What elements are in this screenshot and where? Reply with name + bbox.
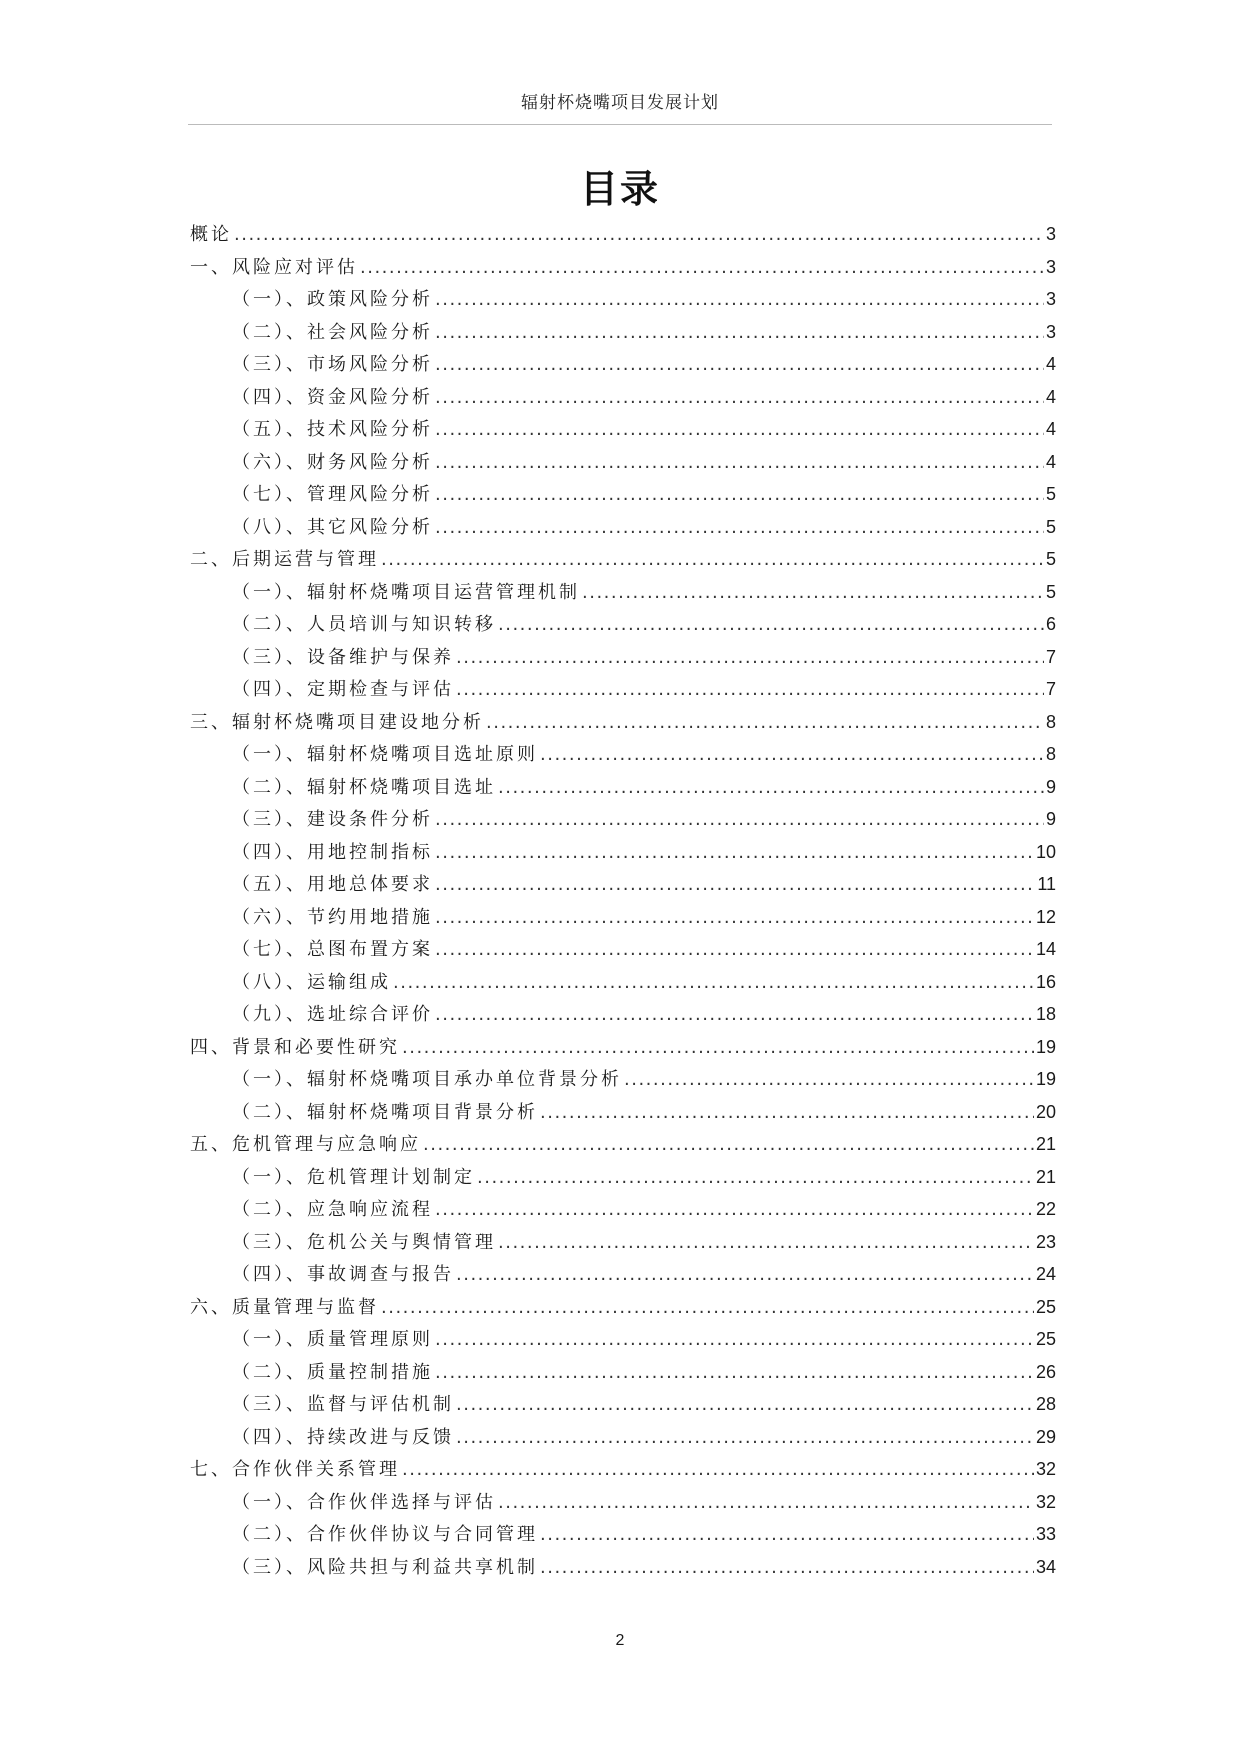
toc-entry-label: （二）、应急响应流程	[232, 1199, 433, 1220]
page-title: 目录	[579, 167, 660, 211]
toc-entry-page: 3	[1045, 224, 1056, 244]
toc-entry[interactable]	[190, 1323, 1056, 1356]
toc-entry[interactable]	[190, 478, 1056, 511]
toc-leader-dots	[435, 804, 1044, 837]
toc-entry-page: 10	[1035, 841, 1056, 862]
toc-leader-dots	[435, 902, 1034, 935]
toc-entry-label: （七）、管理风险分析	[232, 484, 433, 505]
toc-entry[interactable]	[190, 218, 1056, 251]
toc-entry-page: 4	[1045, 354, 1056, 374]
toc-entry-page: 29	[1035, 1426, 1056, 1447]
toc-entry-page: 22	[1035, 1199, 1056, 1219]
toc-entry[interactable]	[190, 608, 1056, 641]
toc-leader-dots	[456, 674, 1044, 707]
toc-entry-page: 16	[1035, 971, 1056, 992]
toc-entry-page: 20	[1035, 1101, 1056, 1122]
toc-entry-label: （八）、其它风险分析	[232, 516, 433, 538]
toc-entry-page: 6	[1045, 614, 1056, 634]
toc-entry[interactable]	[190, 381, 1056, 414]
toc-entry-label: （一）、政策风险分析	[232, 289, 433, 310]
toc-entry-page: 32	[1035, 1459, 1056, 1479]
toc-entry-page: 4	[1045, 386, 1056, 407]
toc-entry-label: （一）、合作伙伴选择与评估	[232, 1491, 496, 1513]
toc-entry-label: （一）、辐射杯烧嘴项目选址原则	[232, 744, 538, 765]
toc-leader-dots	[540, 1097, 1034, 1130]
toc-entry-page: 5	[1045, 549, 1056, 569]
toc-leader-dots	[456, 1389, 1034, 1422]
toc-entry[interactable]	[190, 868, 1056, 901]
toc-leader-dots	[435, 869, 1035, 902]
toc-leader-dots	[402, 1454, 1034, 1487]
toc-entry-label: （三）、设备维护与保养	[232, 646, 454, 668]
toc-entry-page: 4	[1045, 419, 1056, 439]
toc-leader-dots	[456, 1259, 1034, 1292]
toc-entry[interactable]	[190, 771, 1056, 804]
toc-entry[interactable]	[190, 413, 1056, 446]
header-divider	[188, 124, 1052, 125]
toc-entry-label: 二、后期运营与管理	[190, 549, 379, 570]
toc-entry-page: 19	[1035, 1069, 1056, 1089]
toc-entry-label: （一）、辐射杯烧嘴项目承办单位背景分析	[232, 1069, 622, 1090]
toc-entry-label: （五）、技术风险分析	[232, 419, 433, 440]
toc-entry-label: 五、危机管理与应急响应	[190, 1134, 421, 1155]
toc-entry[interactable]	[190, 1031, 1056, 1064]
toc-entry-label: （四）、事故调查与报告	[232, 1264, 454, 1285]
toc-entry-page: 26	[1035, 1361, 1056, 1382]
toc-entry[interactable]	[190, 803, 1056, 836]
page-number: 2	[615, 1632, 625, 1649]
toc-entry-label: 六、质量管理与监督	[190, 1296, 379, 1318]
toc-entry-label: （四）、定期检查与评估	[232, 679, 454, 700]
toc-entry-page: 3	[1045, 256, 1056, 277]
toc-leader-dots	[381, 544, 1044, 577]
toc-entry[interactable]	[190, 706, 1056, 739]
toc-entry-label: （一）、危机管理计划制定	[232, 1166, 475, 1188]
toc-entry[interactable]	[190, 1063, 1056, 1096]
toc-entry-label: 一、风险应对评估	[190, 256, 358, 278]
toc-entry[interactable]	[190, 1193, 1056, 1226]
toc-leader-dots	[435, 447, 1044, 480]
toc-entry-label: （八）、运输组成	[232, 971, 391, 993]
toc-entry-label: （二）、质量控制措施	[232, 1361, 433, 1383]
table-of-contents	[190, 218, 1056, 1583]
toc-entry-page: 32	[1035, 1491, 1056, 1512]
toc-entry-label: （一）、质量管理原则	[232, 1329, 433, 1350]
toc-entry[interactable]	[190, 673, 1056, 706]
toc-entry-label: （二）、辐射杯烧嘴项目背景分析	[232, 1101, 538, 1123]
toc-entry-page: 21	[1035, 1166, 1056, 1187]
toc-leader-dots	[435, 479, 1044, 512]
toc-entry[interactable]	[190, 901, 1056, 934]
toc-leader-dots	[393, 967, 1034, 1000]
toc-entry[interactable]	[190, 543, 1056, 576]
toc-entry-label: （四）、用地控制指标	[232, 841, 433, 863]
toc-entry-label: （一）、辐射杯烧嘴项目运营管理机制	[232, 581, 580, 603]
toc-entry[interactable]	[190, 1096, 1056, 1129]
toc-entry-page: 12	[1035, 906, 1056, 927]
toc-entry-page: 14	[1035, 939, 1056, 959]
toc-entry[interactable]	[190, 998, 1056, 1031]
toc-entry-page: 3	[1045, 321, 1056, 342]
toc-entry[interactable]	[190, 1128, 1056, 1161]
toc-entry-label: （四）、持续改进与反馈	[232, 1426, 454, 1448]
toc-entry[interactable]	[190, 251, 1056, 284]
toc-entry-label: （二）、合作伙伴协议与合同管理	[232, 1524, 538, 1545]
toc-entry-page: 9	[1045, 776, 1056, 797]
toc-entry-page: 25	[1035, 1296, 1056, 1317]
toc-entry-label: （三）、市场风险分析	[232, 354, 433, 375]
toc-entry-label: （三）、监督与评估机制	[232, 1394, 454, 1415]
toc-entry-page: 34	[1035, 1556, 1056, 1577]
toc-leader-dots	[381, 1292, 1034, 1325]
toc-leader-dots	[423, 1129, 1034, 1162]
toc-entry[interactable]	[190, 966, 1056, 999]
toc-entry-page: 5	[1045, 581, 1056, 602]
toc-entry-page: 5	[1045, 484, 1056, 504]
running-header: 辐射杯烧嘴项目发展计划	[521, 93, 719, 113]
toc-entry-page: 8	[1045, 744, 1056, 764]
toc-entry-label: （四）、资金风险分析	[232, 386, 433, 408]
toc-entry[interactable]	[190, 1356, 1056, 1389]
toc-leader-dots	[435, 512, 1044, 545]
toc-entry[interactable]	[190, 836, 1056, 869]
toc-leader-dots	[435, 349, 1044, 382]
toc-leader-dots	[582, 577, 1044, 610]
toc-entry-page: 3	[1045, 289, 1056, 309]
toc-entry-label: （九）、选址综合评价	[232, 1004, 433, 1025]
toc-entry[interactable]	[190, 1453, 1056, 1486]
toc-entry-page: 25	[1035, 1329, 1056, 1349]
toc-entry[interactable]	[190, 283, 1056, 316]
toc-entry-label: 七、合作伙伴关系管理	[190, 1459, 400, 1480]
toc-entry-page: 19	[1035, 1036, 1056, 1057]
toc-entry-page: 18	[1035, 1004, 1056, 1024]
toc-leader-dots	[477, 1162, 1034, 1195]
toc-entry-page: 23	[1035, 1231, 1056, 1252]
toc-entry-page: 33	[1035, 1524, 1056, 1544]
toc-entry[interactable]	[190, 933, 1056, 966]
toc-entry[interactable]	[190, 1226, 1056, 1259]
toc-leader-dots	[402, 1032, 1034, 1065]
toc-leader-dots	[540, 1519, 1034, 1552]
toc-leader-dots	[456, 642, 1044, 675]
toc-entry-page: 7	[1045, 679, 1056, 699]
toc-leader-dots	[498, 1487, 1034, 1520]
toc-leader-dots	[498, 1227, 1034, 1260]
toc-entry[interactable]	[190, 1161, 1056, 1194]
toc-entry-page: 9	[1045, 809, 1056, 829]
toc-entry-label: 三、辐射杯烧嘴项目建设地分析	[190, 711, 484, 733]
toc-leader-dots	[435, 837, 1034, 870]
toc-leader-dots	[486, 707, 1044, 740]
toc-entry[interactable]	[190, 1486, 1056, 1519]
toc-entry-page: 11	[1037, 874, 1056, 894]
toc-entry-page: 4	[1045, 451, 1056, 472]
toc-leader-dots	[234, 219, 1044, 252]
toc-leader-dots	[498, 609, 1044, 642]
toc-entry[interactable]	[190, 641, 1056, 674]
toc-leader-dots	[435, 1357, 1034, 1390]
toc-leader-dots	[540, 1552, 1034, 1585]
toc-leader-dots	[624, 1064, 1034, 1097]
toc-leader-dots	[435, 934, 1034, 967]
toc-entry-label: （五）、用地总体要求	[232, 874, 433, 895]
toc-leader-dots	[435, 1194, 1034, 1227]
toc-entry[interactable]	[190, 511, 1056, 544]
toc-entry-label: （六）、节约用地措施	[232, 906, 433, 928]
toc-entry-label: （三）、风险共担与利益共享机制	[232, 1556, 538, 1578]
toc-entry-label: （二）、社会风险分析	[232, 321, 433, 343]
toc-entry-page: 24	[1035, 1264, 1056, 1284]
toc-entry-page: 7	[1045, 646, 1056, 667]
toc-leader-dots	[456, 1422, 1034, 1455]
toc-entry-page: 5	[1045, 516, 1056, 537]
toc-leader-dots	[435, 284, 1044, 317]
toc-leader-dots	[540, 739, 1044, 772]
toc-entry[interactable]	[190, 576, 1056, 609]
toc-entry[interactable]	[190, 316, 1056, 349]
toc-entry[interactable]	[190, 1421, 1056, 1454]
toc-leader-dots	[435, 382, 1044, 415]
toc-entry[interactable]	[190, 446, 1056, 479]
toc-entry-page: 21	[1035, 1134, 1056, 1154]
toc-entry-label: （三）、危机公关与舆情管理	[232, 1231, 496, 1253]
toc-entry[interactable]	[190, 1518, 1056, 1551]
toc-entry-label: （三）、建设条件分析	[232, 809, 433, 830]
toc-entry-page: 8	[1045, 711, 1056, 732]
toc-entry-page: 28	[1035, 1394, 1056, 1414]
toc-leader-dots	[498, 772, 1044, 805]
toc-entry-label: （七）、总图布置方案	[232, 939, 433, 960]
toc-entry-label: （二）、辐射杯烧嘴项目选址	[232, 776, 496, 798]
toc-entry[interactable]	[190, 738, 1056, 771]
toc-entry-label: 概论	[190, 224, 232, 245]
toc-entry-label: 四、背景和必要性研究	[190, 1036, 400, 1058]
toc-entry[interactable]	[190, 1258, 1056, 1291]
toc-leader-dots	[435, 317, 1044, 350]
toc-leader-dots	[435, 414, 1044, 447]
toc-entry[interactable]	[190, 1291, 1056, 1324]
toc-entry[interactable]	[190, 348, 1056, 381]
toc-leader-dots	[435, 999, 1034, 1032]
toc-entry[interactable]	[190, 1388, 1056, 1421]
toc-entry-label: （六）、财务风险分析	[232, 451, 433, 473]
toc-leader-dots	[435, 1324, 1034, 1357]
toc-entry[interactable]	[190, 1551, 1056, 1584]
toc-leader-dots	[360, 252, 1044, 285]
toc-entry-label: （二）、人员培训与知识转移	[232, 614, 496, 635]
